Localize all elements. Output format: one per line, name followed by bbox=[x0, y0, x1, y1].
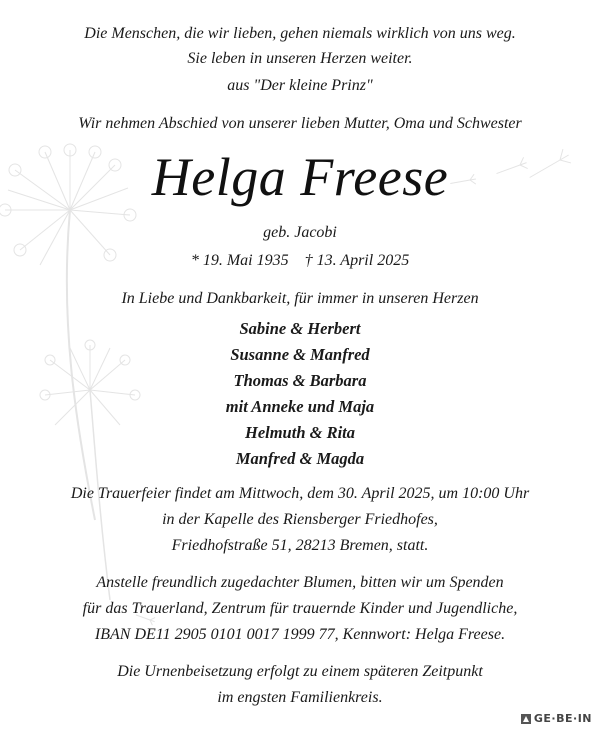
life-dates: * 19. Mai 1935 † 13. April 2025 bbox=[190, 252, 410, 269]
service-line: in der Kapelle des Riensberger Friedhofes, bbox=[162, 511, 438, 528]
donation-line: Anstelle freundlich zugedachter Blumen, bitten wir um Spenden bbox=[96, 574, 504, 591]
gebein-logo bbox=[521, 712, 592, 725]
quote-line-1: Die Menschen, die wir lieben, gehen niemals wirklich von uns weg. bbox=[84, 25, 516, 42]
dedication-text: In Liebe und Dankbarkeit, für immer in unseren Herzen bbox=[121, 290, 479, 307]
family-member: Helmuth & Rita bbox=[244, 423, 356, 442]
quote-line-2: Sie leben in unseren Herzen weiter. bbox=[187, 50, 413, 67]
intro-text: Wir nehmen Abschied von unserer lieben Mutter, Oma und Schwester bbox=[78, 115, 522, 132]
birth-name: geb. Jacobi bbox=[263, 224, 337, 241]
deceased-name: Helga Freese bbox=[151, 147, 449, 207]
burial-line: Die Urnenbeisetzung erfolgt zu einem späteren Zeitpunkt bbox=[117, 663, 483, 680]
gebein-logo-icon bbox=[521, 714, 531, 724]
logo-text: GE·BE·IN bbox=[533, 712, 592, 725]
family-member: Susanne & Manfred bbox=[230, 345, 370, 364]
family-member: Sabine & Herbert bbox=[239, 319, 361, 338]
donation-line: IBAN DE11 2905 0101 0017 1999 77, Kennwort: Helga Freese. bbox=[94, 626, 506, 643]
family-member: Thomas & Barbara bbox=[233, 371, 367, 390]
family-member: mit Anneke und Maja bbox=[225, 397, 375, 416]
burial-line: im engsten Familienkreis. bbox=[217, 689, 383, 706]
family-member: Manfred & Magda bbox=[235, 449, 365, 468]
service-line: Friedhofstraße 51, 28213 Bremen, statt. bbox=[171, 537, 429, 554]
donation-line: für das Trauerland, Zentrum für trauernde Kinder und Jugendliche, bbox=[82, 600, 518, 617]
quote-source: aus "Der kleine Prinz" bbox=[227, 77, 373, 94]
service-line: Die Trauerfeier findet am Mittwoch, dem 30. April 2025, um 10:00 Uhr bbox=[70, 485, 530, 502]
